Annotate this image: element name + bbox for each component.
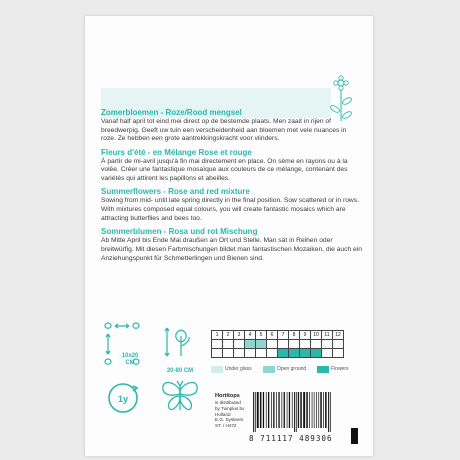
calendar-month-row [212, 331, 344, 340]
calendar-month-1: 1 [212, 331, 223, 340]
calendar-flowering-cell [256, 349, 267, 358]
publisher-name: Hortitops [215, 393, 240, 399]
barcode-bar [257, 392, 259, 428]
publisher-line: is distributed [215, 400, 241, 405]
seed-packet-back [85, 16, 373, 456]
annual-label: 1y [117, 394, 128, 404]
calendar-sowing-cell [245, 340, 256, 349]
legend-swatch-open-ground [263, 366, 275, 373]
calendar-month-4: 4 [245, 331, 256, 340]
legend-swatch-under-glass [211, 366, 223, 373]
barcode-bar [294, 392, 295, 432]
calendar-month-3: 3 [234, 331, 245, 340]
section-body-nl: Vanaf half april tot eind mei direct op de bestemde plaats. Men zaait in rijen of breedwerpig. Geeft uw tuin een verscheidenheid aan bloemen met vele nuances in roze. Ze hebben een grote aantrekkingskracht voor vlinders. [101, 118, 347, 143]
section-title-fr: Fleurs d'été - en Mélange Rose et rouge [101, 147, 252, 157]
calendar-flowering-cell [289, 349, 300, 358]
calendar-sowing-row [212, 340, 344, 349]
barcode-bar [268, 392, 269, 428]
calendar-flowering-cell [245, 349, 256, 358]
barcode-bar [278, 392, 279, 428]
calendar-sowing-cell [300, 340, 311, 349]
calendar-flowering-row [212, 349, 344, 358]
calendar-month-2: 2 [223, 331, 234, 340]
barcode-bar [330, 392, 331, 432]
barcode-bar [323, 392, 324, 428]
calendar-month-5: 5 [256, 331, 267, 340]
section-body-en: Sowing from mid- until late spring directly in the final position. Sow scattered or in rows. With mixtures composed equal colours, you will create fantastic mosaics which are attracting butterflies and bees too. [101, 197, 359, 222]
section-title-de: Sommerblumen - Rosa und rot Mischung [101, 227, 258, 237]
calendar-month-10: 10 [311, 331, 322, 340]
barcode-number: 8 711117 489306 [249, 434, 333, 443]
description-text [101, 107, 363, 266]
barcode-bar [328, 392, 329, 432]
calendar-month-7: 7 [278, 331, 289, 340]
print-registration-mark [351, 428, 358, 444]
legend-flowers: Flowers [331, 366, 349, 372]
calendar-sowing-cell [311, 340, 322, 349]
calendar-sowing-cell [322, 340, 333, 349]
barcode-bar [316, 392, 317, 428]
barcode-bar [309, 392, 310, 428]
calendar-legend [211, 366, 371, 375]
publisher-line: Holland [215, 411, 231, 417]
barcode-bar [253, 392, 254, 432]
spacing-unit: CM [125, 360, 135, 366]
legend-swatch-flowers [317, 366, 329, 373]
publisher-line: ST. / H472 [215, 423, 237, 429]
barcode-bar [260, 392, 262, 428]
calendar-month-12: 12 [333, 331, 344, 340]
barcode-bar [273, 392, 274, 428]
publisher-line: by Tuinplus bv [215, 405, 245, 411]
barcode-bar [255, 392, 256, 432]
barcode-bar [314, 392, 315, 428]
calendar-sowing-cell [212, 340, 223, 349]
barcode [251, 392, 361, 432]
barcode-bar [282, 392, 283, 428]
publisher-line: E.G. Systeem [215, 417, 244, 423]
section-body-de: Ab Mitte April bis Ende Mai draußen an Ort und Stelle. Man sät in Reihen oder breitwürfig. Mit diesen Farbmischungen bildet man fantastischen Mozaiken, die auch ein Anziehungspunkt für Schmetterlingen und Bienen sind. [101, 237, 362, 262]
calendar-sowing-cell [278, 340, 289, 349]
barcode-bar [320, 392, 322, 428]
barcode-bar [296, 392, 297, 432]
barcode-bar [263, 392, 264, 428]
sowing-calendar [211, 330, 344, 358]
calendar-sowing-cell [223, 340, 234, 349]
butterfly-icon [159, 376, 201, 416]
barcode-bar [325, 392, 327, 428]
calendar-flowering-cell [267, 349, 278, 358]
barcode-bar [312, 392, 313, 428]
barcode-bar [284, 392, 285, 428]
calendar-flowering-cell [311, 349, 322, 358]
barcode-bar [289, 392, 290, 428]
calendar-table [211, 330, 344, 358]
calendar-sowing-cell [289, 340, 300, 349]
calendar-sowing-cell [267, 340, 278, 349]
barcode-bar [298, 392, 299, 428]
legend-under-glass: Under glass [225, 366, 252, 372]
calendar-flowering-cell [300, 349, 311, 358]
barcode-bar [271, 392, 272, 428]
spacing-value: 10x20 [121, 353, 139, 359]
calendar-flowering-cell [223, 349, 234, 358]
barcode-bar [318, 392, 319, 428]
spacing-label [115, 353, 145, 367]
section-title-en: Summerflowers - Rose and red mixture [101, 187, 250, 197]
calendar-flowering-cell [234, 349, 245, 358]
section-body-fr: À partir de mi-avril jusqu'à fin mai directement en place. On sème en rayons ou à la volée. Créer une fantastique mosaïque aux couleurs de ce mélange, contenant des variétés qui attirent les papillons et abeilles. [101, 157, 348, 183]
barcode-bar [292, 392, 293, 428]
barcode-bar [303, 392, 305, 428]
calendar-flowering-cell [322, 349, 333, 358]
calendar-month-8: 8 [289, 331, 300, 340]
calendar-sowing-cell [333, 340, 344, 349]
calendar-month-11: 11 [322, 331, 333, 340]
barcode-bar [300, 392, 302, 428]
barcode-bar [306, 392, 308, 428]
barcode-bar [266, 392, 267, 428]
calendar-flowering-cell [278, 349, 289, 358]
legend-open-ground: Open ground [277, 366, 307, 372]
section-title-nl: Zomerbloemen - Roze/Rood mengsel [101, 108, 242, 117]
calendar-month-6: 6 [267, 331, 278, 340]
calendar-flowering-cell [212, 349, 223, 358]
calendar-month-9: 9 [300, 331, 311, 340]
calendar-sowing-cell [256, 340, 267, 349]
plant-height-icon [163, 320, 193, 360]
barcode-bar [287, 392, 288, 428]
height-label: 20-80 CM [166, 368, 194, 374]
barcode-bar [276, 392, 277, 428]
calendar-flowering-cell [333, 349, 344, 358]
calendar-sowing-cell [234, 340, 245, 349]
